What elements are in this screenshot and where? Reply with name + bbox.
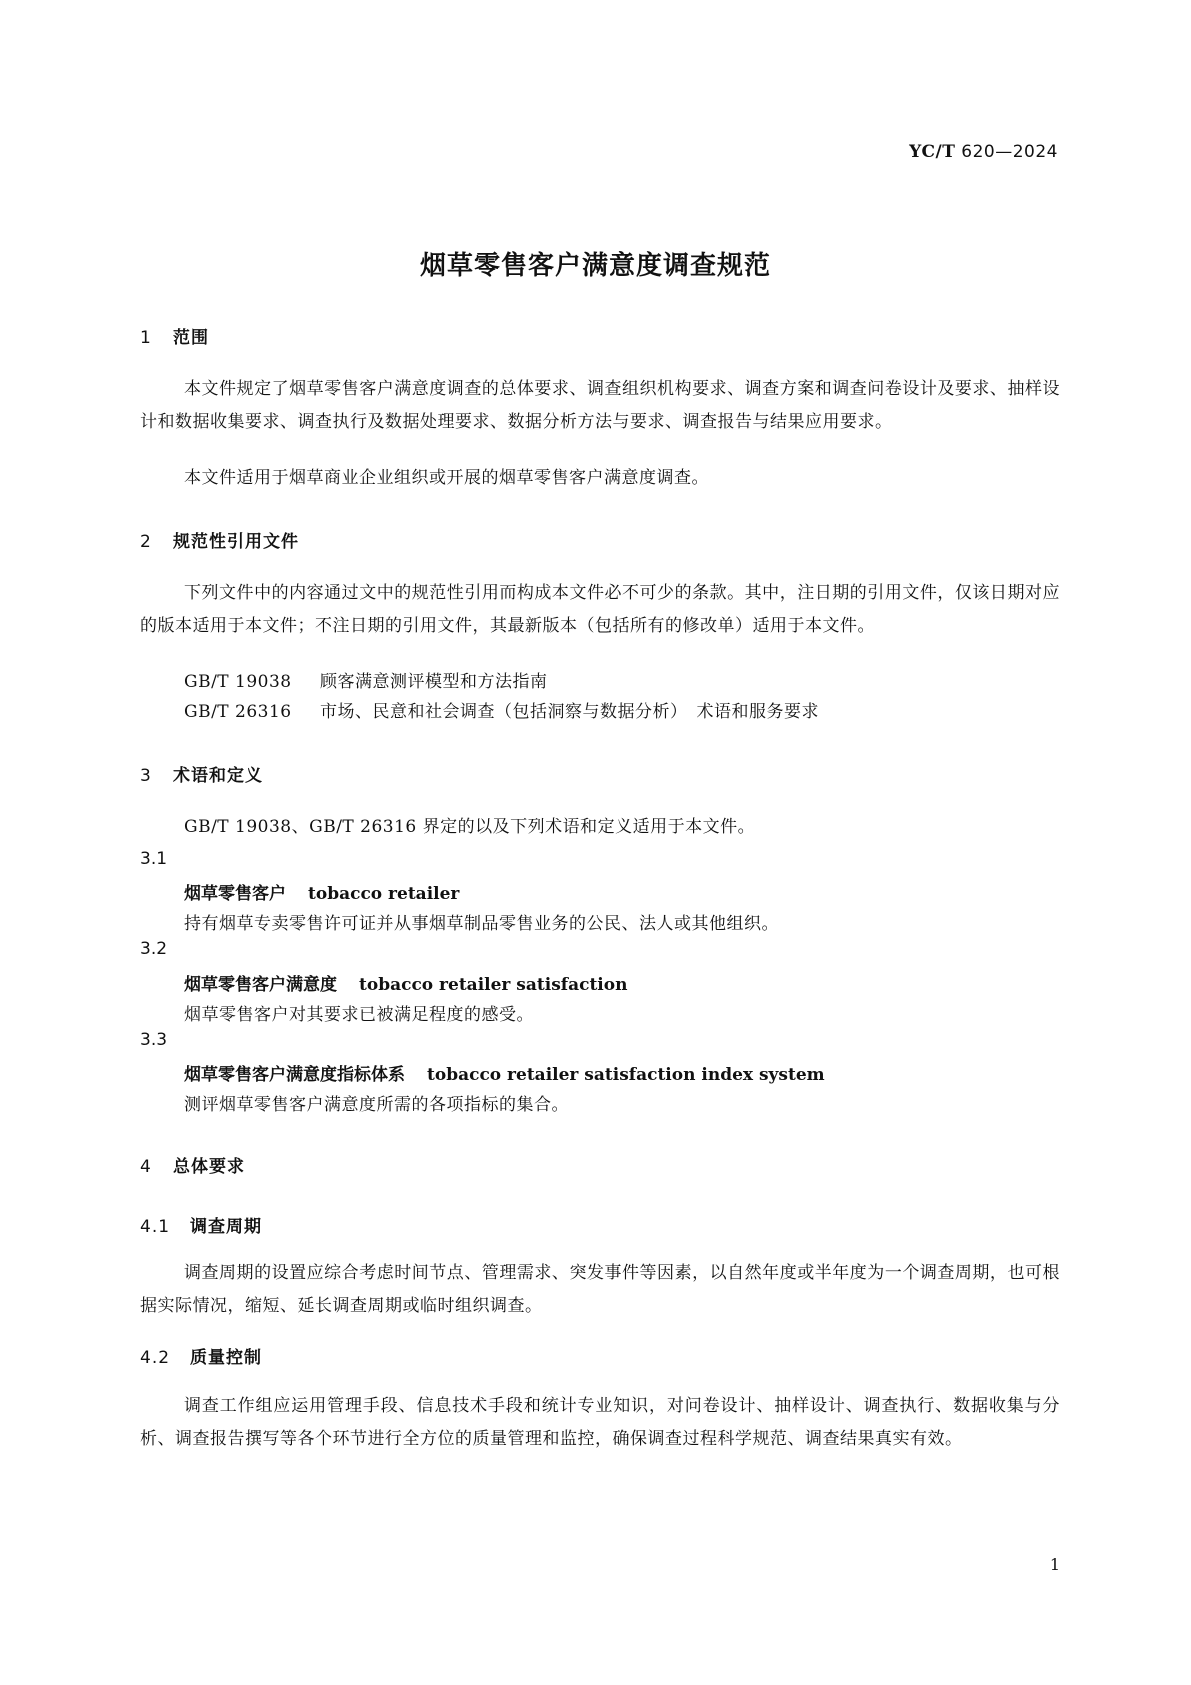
section-3-paragraph-1: GB/T 19038、GB/T 26316 界定的以及下列术语和定义适用于本文件。 [184,817,756,837]
reference-title: 市场、民意和社会调查（包括洞察与数据分析） 术语和服务要求 [320,702,819,722]
section-number: 4 [140,1157,152,1177]
subsection-number: 4.2 [140,1348,171,1368]
section-number: 1 [140,328,152,348]
section-title: 术语和定义 [173,766,263,786]
term-definition: 持有烟草专卖零售许可证并从事烟草制品零售业务的公民、法人或其他组织。 [184,914,779,934]
term-number: 3.2 [140,939,168,959]
term-number: 3.1 [140,849,168,869]
term-definition: 测评烟草零售客户满意度所需的各项指标的集合。 [184,1095,569,1115]
term-definition: 烟草零售客户对其要求已被满足程度的感受。 [184,1005,534,1025]
section-number: 3 [140,766,152,786]
reference-title: 顾客满意测评模型和方法指南 [320,672,548,692]
section-title: 范围 [173,328,209,348]
page-number: 1 [1049,1555,1060,1574]
section-number: 2 [140,532,152,552]
section-1-heading [140,323,209,348]
section-4-heading [140,1152,245,1177]
standard-code-number: 620—2024 [961,142,1058,162]
subsection-4-2-heading [140,1343,262,1368]
section-title: 总体要求 [173,1157,245,1177]
subsection-4-1-heading [140,1212,262,1237]
term-name [184,970,627,995]
standard-code [909,142,1058,162]
section-1-paragraph-1: 本文件规定了烟草零售客户满意度调查的总体要求、调查组织机构要求、调查方案和调查问卷设计及要求、抽样设计和数据收集要求、调查执行及数据处理要求、数据分析方法与要求、调查报告与结果应用要求。 [140,379,1060,432]
reference-code: GB/T 26316 [184,702,292,722]
subsection-4-2-paragraph: 调查工作组应运用管理手段、信息技术手段和统计专业知识，对问卷设计、抽样设计、调查执行、数据收集与分析、调查报告撰写等各个环节进行全方位的质量管理和监控，确保调查过程科学规范、调查结果真实有效。 [140,1396,1060,1449]
term-name-zh: 烟草零售客户 [184,884,286,904]
term-name-en: tobacco retailer [308,884,460,904]
section-3-heading [140,761,263,786]
term-name-en: tobacco retailer satisfaction [359,975,628,995]
term-name [184,1060,825,1085]
term-name-zh: 烟草零售客户满意度 [184,975,337,995]
subsection-title: 调查周期 [190,1217,262,1237]
section-2-paragraph-1: 下列文件中的内容通过文中的规范性引用而构成本文件必不可少的条款。其中，注日期的引用文件，仅该日期对应的版本适用于本文件；不注日期的引用文件，其最新版本（包括所有的修改单）适用于本文件。 [140,583,1060,636]
document-title: 烟草零售客户满意度调查规范 [419,251,771,281]
term-number: 3.3 [140,1030,168,1050]
standard-code-prefix: YC/T [909,142,956,162]
section-1-paragraph-2: 本文件适用于烟草商业企业组织或开展的烟草零售客户满意度调查。 [184,468,709,488]
section-2-heading [140,527,299,552]
term-name-zh: 烟草零售客户满意度指标体系 [184,1065,405,1085]
subsection-number: 4.1 [140,1217,171,1237]
subsection-title: 质量控制 [190,1348,262,1368]
reference-code: GB/T 19038 [184,672,292,692]
section-title: 规范性引用文件 [173,532,299,552]
reference-item [184,696,819,729]
subsection-4-1-paragraph: 调查周期的设置应综合考虑时间节点、管理需求、突发事件等因素，以自然年度或半年度为一个调查周期，也可根据实际情况，缩短、延长调查周期或临时组织调查。 [140,1263,1060,1316]
term-name-en: tobacco retailer satisfaction index system [427,1065,825,1085]
reference-item [184,666,548,699]
term-name [184,879,459,904]
